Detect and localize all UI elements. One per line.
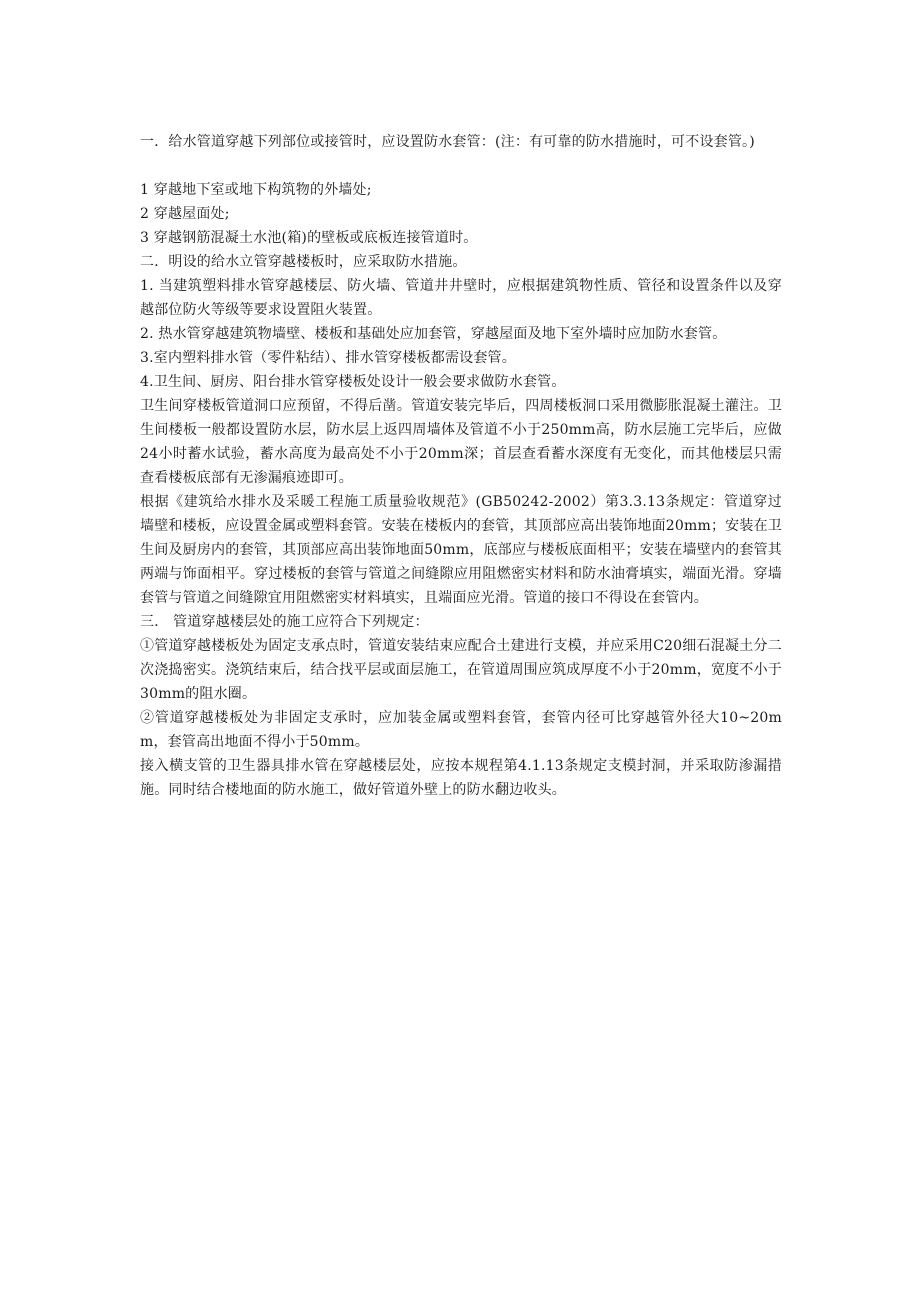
paragraph-bathroom: 卫生间穿楼板管道洞口应预留，不得后凿。管道安装完毕后，四周楼板洞口采用微膨胀混凝土灌注。卫生间楼板一般都设置防水层，防水层上返四周墙体及管道不小于250mm高，防水层施工完毕后，应做24小时蓄水试验，蓄水高度为最高处不小于20mm深；首层查看蓄水深度有无变化，而其他楼层只需查看楼板底部有无渗漏痕迹即可。 — [140, 398, 782, 486]
paragraph-standard: 根据《建筑给水排水及采暖工程施工质量验收规范》(GB50242-2002）第3.3.13条规定：管道穿过墙壁和楼板，应设置金属或塑料套管。安装在楼板内的套管，其顶部应高出装饰地面20mm；安装在卫生间及厨房内的套管，其顶部应高出装饰地面50mm，底部应与楼板底面相平；安装在墙壁内的套管其两端与饰面相平。穿过楼板的套管与管道之间缝隙应用阻燃密实材料和防水油膏填实，端面光滑。穿墙套管与管道之间缝隙宜用阻燃密实材料填实，且端面应光滑。管道的接口不得设在套管内。 — [140, 494, 782, 606]
paragraph-nonfixed-support: ②管道穿越楼板处为非固定支承时，应加装金属或塑料套管，套管内径可比穿越管外径大10~20mm，套管高出地面不得小于50mm。 — [140, 710, 782, 750]
paragraph-branch-drain: 接入横支管的卫生器具排水管在穿越楼层处，应按本规程第4.1.13条规定支模封洞，并采取防渗漏措施。同时结合楼地面的防水施工，做好管道外壁上的防水翻边收头。 — [140, 758, 782, 798]
blank-line — [140, 154, 782, 178]
list-item-2: 2 穿越屋面处; — [140, 206, 230, 222]
list-item-1: 1 穿越地下室或地下构筑物的外墙处; — [140, 182, 372, 198]
document-body — [140, 130, 782, 802]
paragraph-item-1: 1. 当建筑塑料排水管穿越楼层、防火墙、管道井井壁时，应根据建筑物性质、管径和设置条件以及穿越部位防火等级等要求设置阻火装置。 — [140, 278, 782, 318]
paragraph-section-3-heading: 三． 管道穿越楼层处的施工应符合下列规定： — [140, 614, 429, 630]
paragraph-item-3: 3.室内塑料排水管（零件粘结）、排水管穿楼板都需设套管。 — [140, 350, 516, 366]
paragraph-section-1-heading: 一．给水管道穿越下列部位或接管时，应设置防水套管：(注：有可靠的防水措施时，可不设套管。) — [140, 134, 755, 150]
paragraph-fixed-support: ①管道穿越楼板处为固定支承点时，管道安装结束应配合土建进行支模，并应采用C20细石混凝土分二次浇捣密实。浇筑结束后，结合找平层或面层施工，在管道周围应筑成厚度不小于20mm，宽度不小于30mm的阻水圈。 — [140, 638, 782, 702]
paragraph-item-4: 4.卫生间、厨房、阳台排水管穿楼板处设计一般会要求做防水套管。 — [140, 374, 566, 390]
paragraph-item-2: 2. 热水管穿越建筑物墙壁、楼板和基础处应加套管，穿越屋面及地下室外墙时应加防水套管。 — [140, 326, 727, 342]
paragraph-section-2-heading: 二．明设的给水立管穿越楼板时，应采取防水措施。 — [140, 254, 467, 270]
list-item-3: 3 穿越钢筋混凝土水池(箱)的壁板或底板连接管道时。 — [140, 230, 478, 246]
